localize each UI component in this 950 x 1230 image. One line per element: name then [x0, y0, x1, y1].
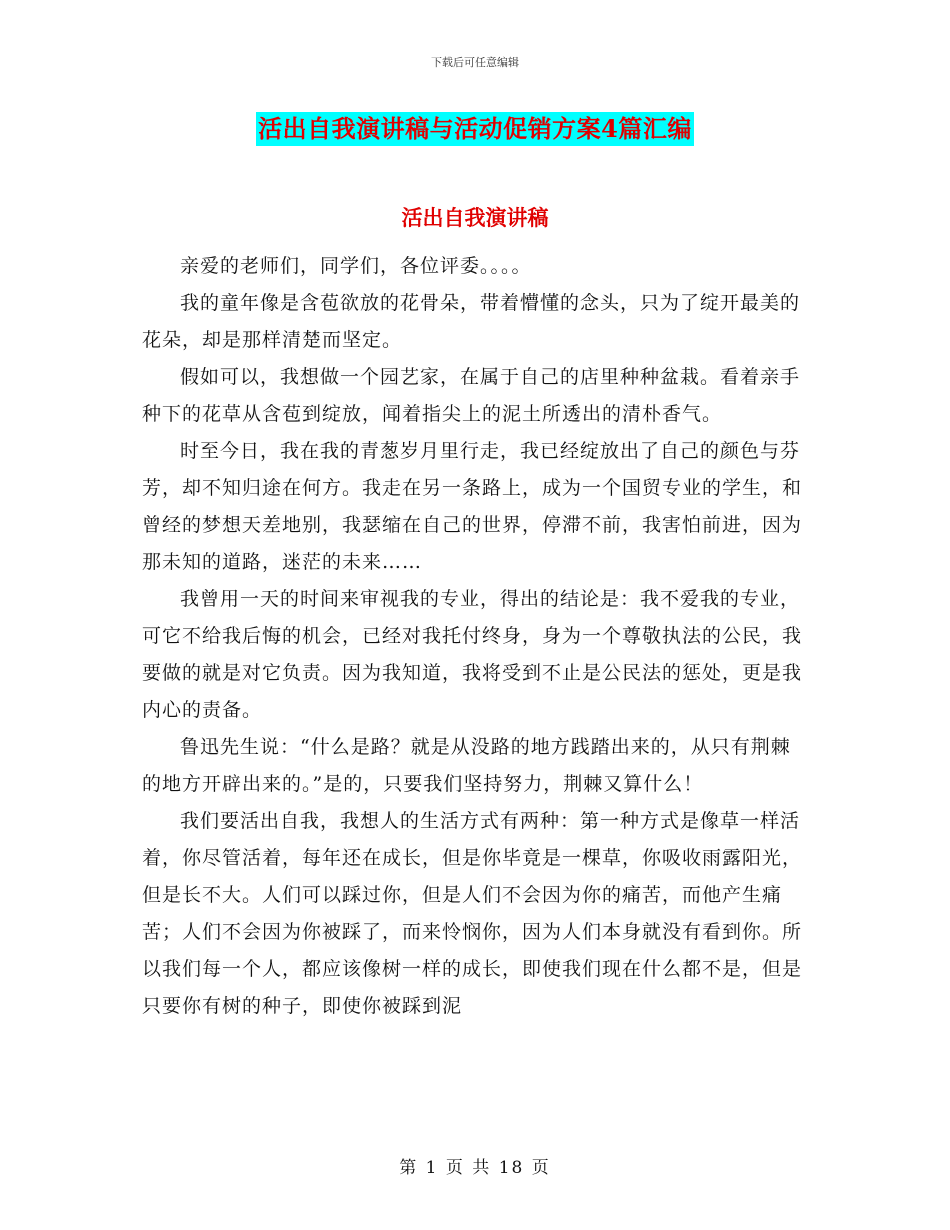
document-title: 活出自我演讲稿与活动促销方案4篇汇编 — [256, 112, 694, 146]
page-footer: 第 1 页 共 18 页 — [399, 1158, 551, 1178]
paragraph: 我们要活出自我，我想人的生活方式有两种：第一种方式是像草一样活着，你尽管活着，每年还在成长，但是你毕竟是一棵草，你吸收雨露阳光，但是长不大。人们可以踩过你，但是人们不会因为你的痛苦，而他产生痛苦；人们不会因为你被踩了，而来怜悯你，因为人们本身就没有看到你。所以我们每一个人，都应该像树一样的成长，即使我们现在什么都不是，但是只要你有树的种子，即使你被踩到泥 — [142, 810, 803, 1017]
paragraph: 我的童年像是含苞欲放的花骨朵，带着懵懂的念头，只为了绽开最美的花朵，却是那样清楚而坚定。 — [142, 292, 801, 351]
paragraph: 时至今日，我在我的青葱岁月里行走，我已经绽放出了自己的颜色与芬芳，却不知归途在何方。我走在另一条路上，成为一个国贸专业的学生，和曾经的梦想天差地别，我瑟缩在自己的世界，停滞不前，我害怕前进，因为那未知的道路，迷茫的未来…… — [142, 440, 803, 573]
paragraph: 鲁迅先生说：“什么是路？就是从没路的地方践踏出来的，从只有荆棘的地方开辟出来的。”是的，只要我们坚持努力，荆棘又算什么！ — [142, 736, 791, 795]
paragraph: 亲爱的老师们，同学们，各位评委。。。。 — [180, 255, 532, 277]
paragraph: 我曾用一天的时间来审视我的专业，得出的结论是：我不爱我的专业，可它不给我后悔的机会，已经对我托付终身，身为一个尊敬执法的公民，我要做的就是对它负责。因为我知道，我将受到不止是公民法的惩处，更是我内心的责备。 — [142, 588, 803, 721]
document-title-wrap — [0, 112, 950, 146]
document-body — [142, 248, 804, 1025]
paragraph: 假如可以，我想做一个园艺家，在属于自己的店里种种盆栽。看着亲手种下的花草从含苞到绽放，闻着指尖上的泥土所透出的清朴香气。 — [142, 366, 801, 425]
section-title: 活出自我演讲稿 — [401, 205, 549, 230]
page-header-note: 下载后可任意编辑 — [431, 56, 519, 69]
